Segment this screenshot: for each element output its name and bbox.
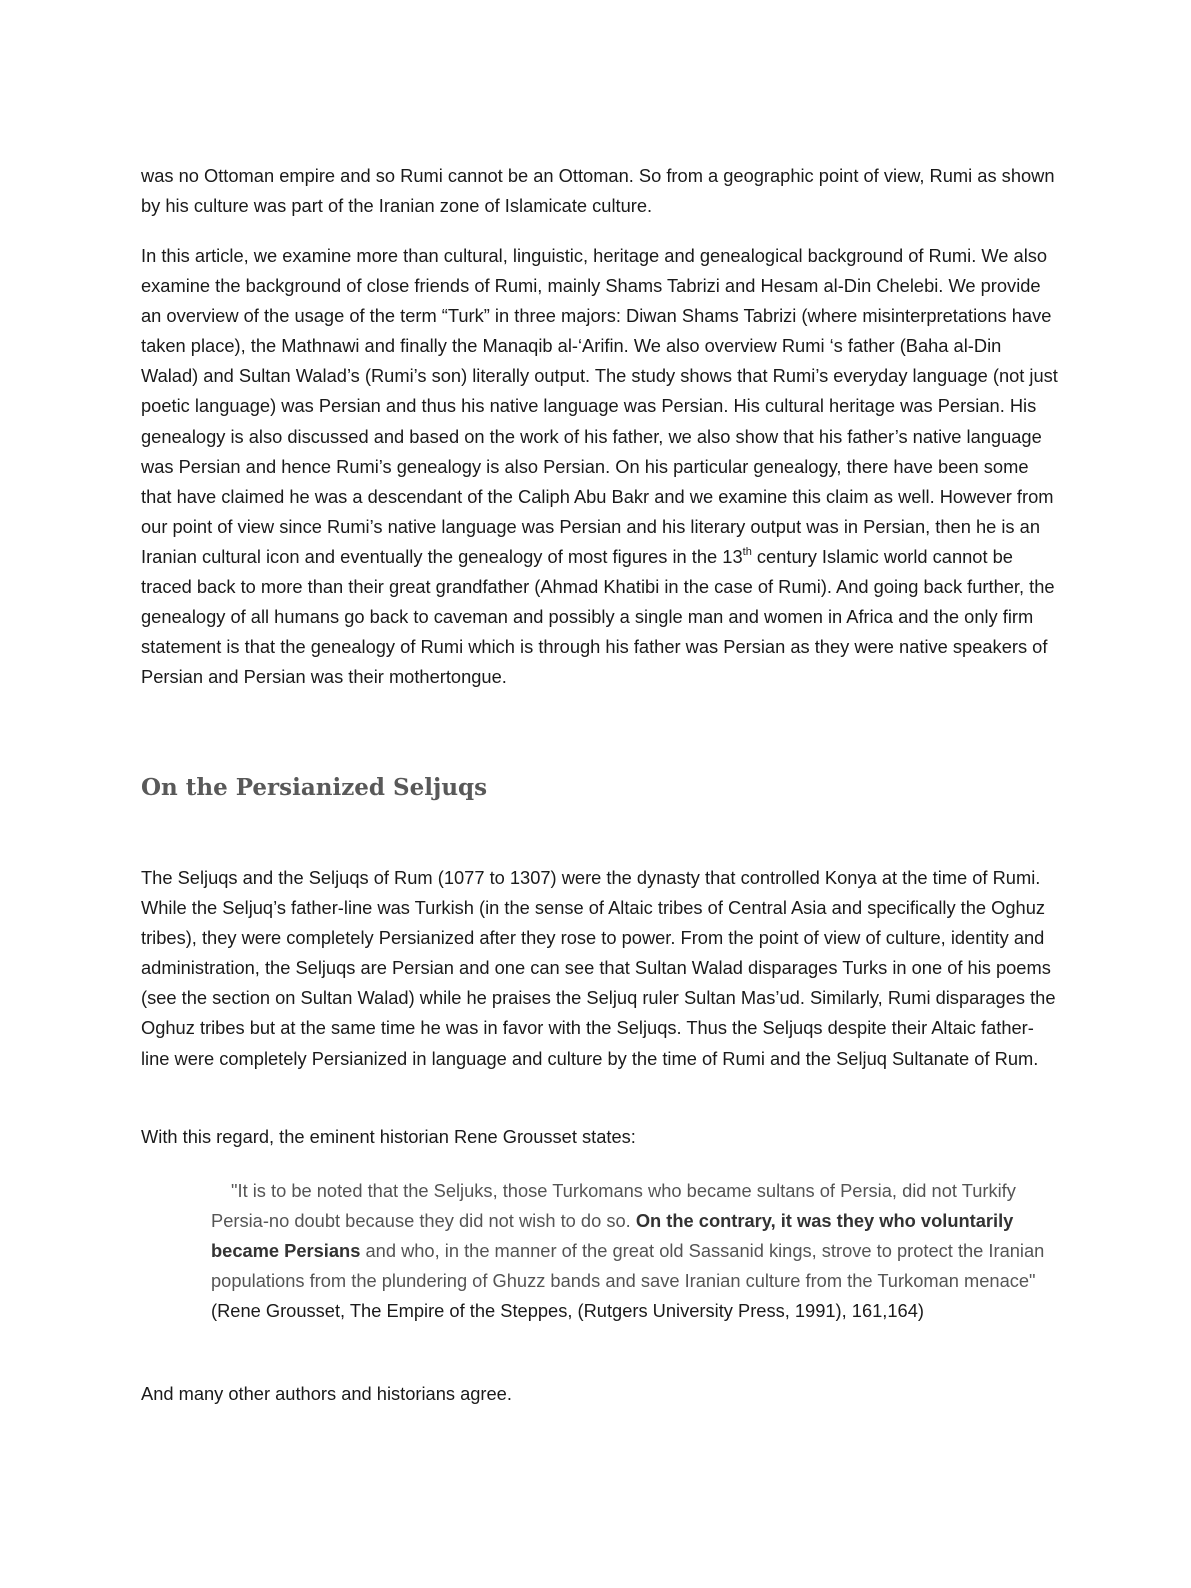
paragraph-1: was no Ottoman empire and so Rumi cannot be an Ottoman. So from a geographic point of view, Rumi as shown by his culture was part of the Iranian zone of Islamicate culture. [141, 165, 1055, 217]
section-heading: On the Persianized Seljuqs [141, 774, 488, 801]
quote-text-2: and who, in the manner of the great old Sassanid kings, strove to protect the Iranian populations from the plundering of Ghuzz bands and save Iranian culture from the Turkoman menace" [211, 1240, 1045, 1292]
paragraph-3: The Seljuqs and the Seljuqs of Rum (1077 to 1307) were the dynasty that controlled Konya at the time of Rumi. While the Seljuq’s father-line was Turkish (in the sense of Altaic tribes of Central Asia and specifically the Oghuz tribes), they were completely Persianized after they rose to power. From the point of view of culture, identity and administration, the Seljuqs are Persian and one can see that Sultan Walad disparages Turks in one of his poems (see the section on Sultan Walad) while he praises the Seljuq ruler Sultan Mas’ud. Similarly, Rumi disparages the Oghuz tribes but at the same time he was in favor with the Seljuqs. Thus the Seljuqs despite their Altaic father-line were completely Persianized in language and culture by the time of Rumi and the Seljuq Sultanate of Rum. [141, 867, 1056, 1069]
paragraph-2-text-a: In this article, we examine more than cultural, linguistic, heritage and genealogical background of Rumi. We also examine the background of close friends of Rumi, mainly Shams Tabrizi and Hesam al-Din Chelebi. We provide an overview of the usage of the term “Turk” in three majors: Diwan Shams Tabrizi (where misinterpretations have taken place), the Mathnawi and finally the Manaqib al-‘Arifin. We also overview Rumi ‘s father (Baha al-Din Walad) and Sultan Walad’s (Rumi’s son) literally output. The study shows that Rumi’s everyday language (not just poetic language) was Persian and thus his native language was Persian. His cultural heritage was Persian. His genealogy is also discussed and based on the work of his father, we also show that his father’s native language was Persian and hence Rumi’s genealogy is also Persian. On his particular genealogy, there have been some that have claimed he was a descendant of the Caliph Abu Bakr and we examine this claim as well. However from our point of view since Rumi’s native language was Persian and his literary output was in Persian, then he is an Iranian cultural icon and eventually the genealogy of most figures in the 13 [141, 245, 1058, 567]
paragraph-2-text-b: century Islamic world cannot be traced back to more than their great grandfather (Ahmad Khatibi in the case of Rumi). And going back further, the genealogy of all humans go back to caveman and possibly a single man and women in Africa and the only firm statement is that the genealogy of Rumi which is through his father was Persian as they were native speakers of Persian and Persian was their mothertongue. [141, 545, 1055, 688]
paragraph-2 [141, 241, 1061, 692]
ordinal-superscript: th [742, 545, 752, 558]
block-quote [211, 1176, 1051, 1326]
quote-text-1: "It is to be noted that the Seljuks, those Turkomans who became sultans of Persia, did not Turkify Persia-no doubt because they did not wish to do so. [211, 1180, 1016, 1232]
quote-citation: (Rene Grousset, The Empire of the Steppes, (Rutgers University Press, 1991), 161,164) [211, 1300, 924, 1322]
paragraph-5: And many other authors and historians agree. [141, 1383, 512, 1404]
quote-bold-text: On the contrary, it was they who voluntarily became Persians [211, 1210, 1014, 1262]
paragraph-4: With this regard, the eminent historian Rene Grousset states: [141, 1126, 636, 1147]
